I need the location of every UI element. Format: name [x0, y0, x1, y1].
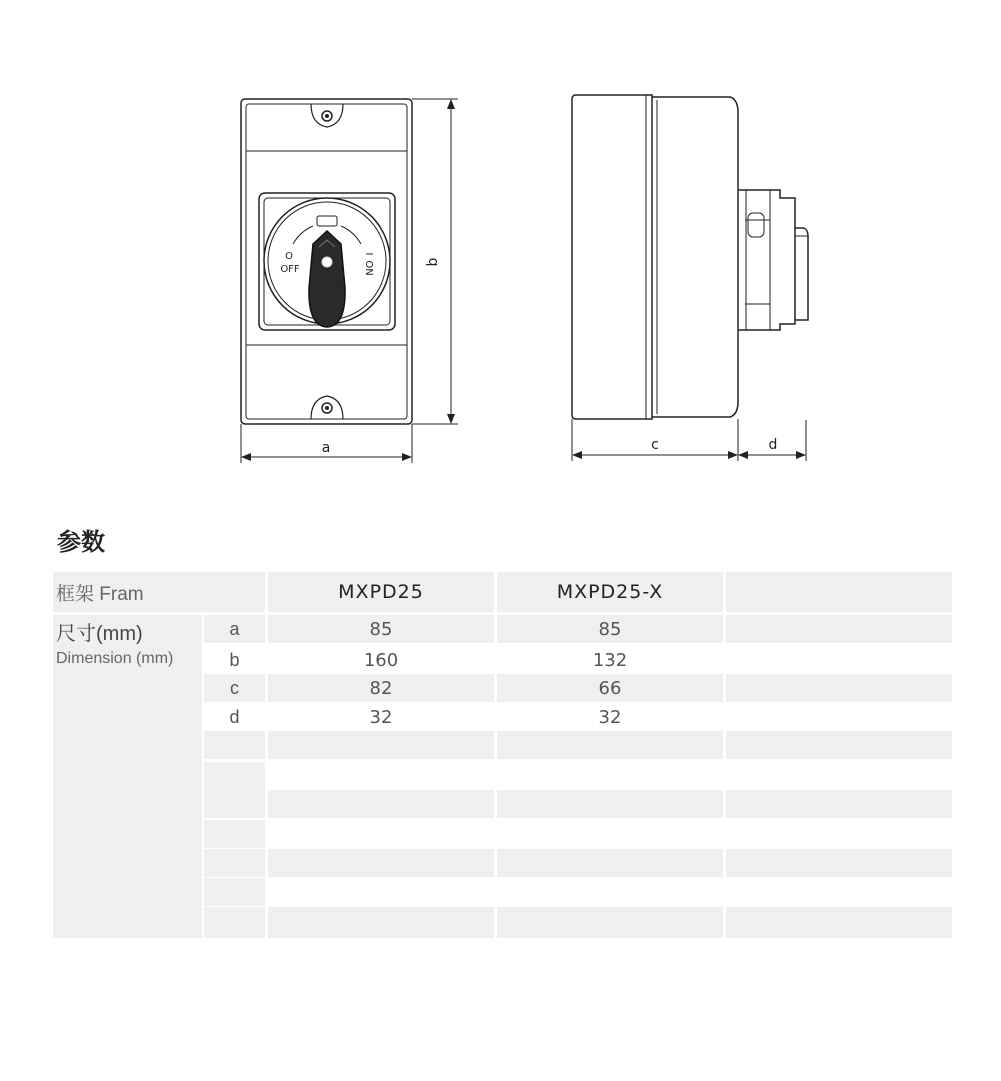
- value-d-model2: 32: [497, 703, 723, 731]
- dimension-c-label: c: [651, 437, 659, 453]
- value-a-model2: 85: [497, 615, 723, 643]
- empty-cell: [497, 849, 723, 877]
- empty-cell: [204, 907, 265, 938]
- model-header-1: MXPD25: [268, 572, 494, 612]
- empty-cell: [726, 790, 952, 818]
- empty-cell: [497, 907, 723, 938]
- value-a-model1: 85: [268, 615, 494, 643]
- dim-key-c: c: [204, 674, 265, 702]
- on-label: ON: [363, 260, 374, 276]
- dimension-a-label: a: [321, 440, 331, 456]
- dim-key-b: b: [204, 646, 265, 674]
- empty-cell: [204, 790, 265, 818]
- dimension-label-cn: 尺寸(mm): [56, 623, 143, 645]
- empty-cell: [726, 731, 952, 759]
- value-c-model3: [726, 674, 952, 702]
- empty-cell: [204, 820, 265, 848]
- empty-cell: [204, 731, 265, 759]
- on-symbol: I: [363, 252, 374, 256]
- dimension-drawing: [0, 0, 1001, 500]
- empty-cell: [204, 849, 265, 877]
- empty-cell: [268, 907, 494, 938]
- empty-cell: [204, 878, 265, 906]
- dimension-label-cell: [53, 615, 202, 938]
- value-c-model2: 66: [497, 674, 723, 702]
- section-title: 参数: [57, 528, 105, 556]
- off-symbol: O: [285, 251, 293, 262]
- empty-cell: [204, 762, 265, 790]
- value-b-model2: 132: [497, 646, 723, 674]
- value-b-model3: [726, 646, 952, 674]
- front-view: [241, 99, 412, 424]
- dim-key-d: d: [204, 703, 265, 731]
- empty-cell: [268, 790, 494, 818]
- dim-key-a: a: [204, 615, 265, 643]
- value-d-model3: [726, 703, 952, 731]
- model-header-2: MXPD25-X: [497, 572, 723, 612]
- value-c-model1: 82: [268, 674, 494, 702]
- frame-header: 框架 Fram: [53, 572, 265, 612]
- dimension-b-label: b: [425, 257, 441, 267]
- empty-cell: [497, 790, 723, 818]
- value-a-model3: [726, 615, 952, 643]
- model-header-3: [726, 572, 952, 612]
- spec-table: [53, 572, 952, 938]
- value-b-model1: 160: [268, 646, 494, 674]
- empty-cell: [726, 907, 952, 938]
- empty-cell: [497, 731, 723, 759]
- value-d-model1: 32: [268, 703, 494, 731]
- empty-cell: [726, 849, 952, 877]
- empty-cell: [268, 849, 494, 877]
- off-label: OFF: [280, 264, 300, 275]
- empty-cell: [268, 731, 494, 759]
- dimension-label-en: Dimension (mm): [56, 650, 174, 667]
- dimension-d-label: d: [768, 437, 778, 453]
- side-view: [572, 95, 808, 419]
